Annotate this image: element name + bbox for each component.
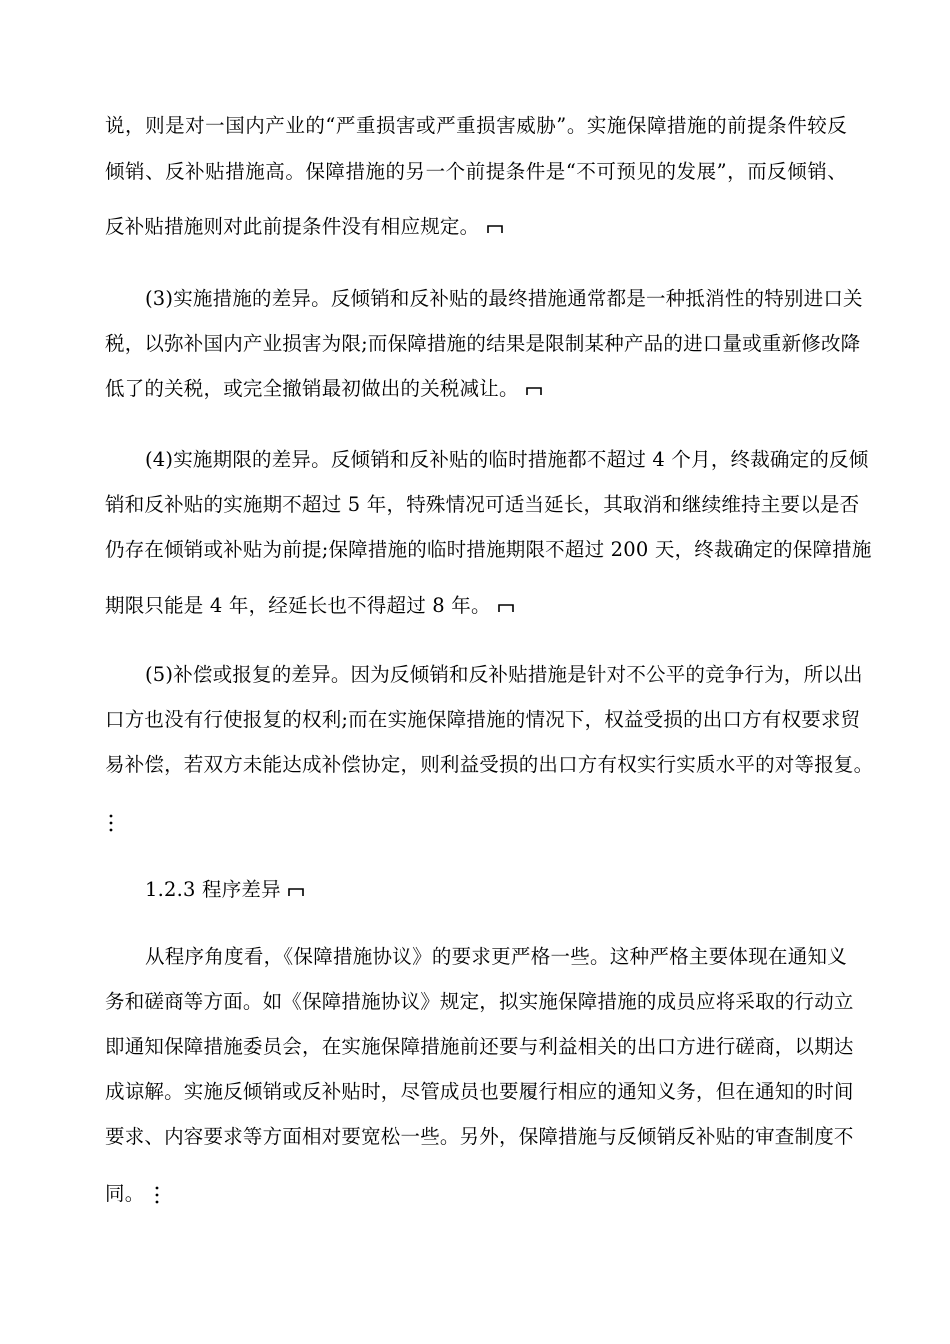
text-line: 即通知保障措施委员会，在实施保障措施前还要与利益相关的出口方进行磋商，以期达 [105,1035,854,1058]
text-line-content: 期限只能是 4 年，经延长也不得超过 8 年。 [105,594,491,617]
text-line [105,213,850,241]
text-line: (5)补偿或报复的差异。因为反倾销和反补贴措施是针对不公平的竞争行为，所以出 [145,663,863,686]
text-line: 口方也没有行使报复的权利;而在实施保障措施的情况下，权益受损的出口方有权要求贸 [105,708,861,731]
text-line: 易补偿，若双方未能达成补偿协定，则利益受损的出口方有权实行实质水平的对等报复。 [105,753,874,776]
text-line [105,1180,850,1208]
text-line [105,808,850,836]
paragraph-mark-icon [287,884,305,898]
text-line: (4)实施期限的差异。反倾销和反补贴的临时措施都不超过 4 个月，终裁确定的反倾 [145,448,869,471]
paragraph-mark-icon [486,221,504,235]
text-line: 要求、内容要求等方面相对要宽松一些。另外，保障措施与反倾销反补贴的审查制度不 [105,1125,854,1148]
text-line: 税，以弥补国内产业损害为限;而保障措施的结果是限制某种产品的进口量或重新修改降 [105,332,861,355]
text-line [105,592,850,620]
section-heading-text: 1.2.3 程序差异 [145,878,281,901]
section-heading [145,876,890,904]
text-line: 说，则是对一国内产业的“严重损害或严重损害威胁”。实施保障措施的前提条件较反 [105,114,847,137]
text-line-content: 同。 [105,1182,145,1205]
text-line: 销和反补贴的实施期不超过 5 年，特殊情况可适当延长，其取消和继续维持主要以是否 [105,493,860,516]
vertical-ellipsis-icon [105,812,117,834]
text-line: 成谅解。实施反倾销或反补贴时，尽管成员也要履行相应的通知义务，但在通知的时间 [105,1080,854,1103]
text-line-content: 低了的关税，或完全撤销最初做出的关税减让。 [105,377,519,400]
paragraph-mark-icon [497,600,515,614]
text-line-content: 反补贴措施则对此前提条件没有相应规定。 [105,215,480,238]
text-line [105,375,850,403]
text-line: (3)实施措施的差异。反倾销和反补贴的最终措施通常都是一种抵消性的特别进口关 [145,287,863,310]
text-line: 从程序角度看，《保障措施协议》的要求更严格一些。这种严格主要体现在通知义 [145,945,847,968]
text-line: 务和磋商等方面。如《保障措施协议》规定，拟实施保障措施的成员应将采取的行动立 [105,990,854,1013]
text-line: 仍存在倾销或补贴为前提;保障措施的临时措施期限不超过 200 天，终裁确定的保障措施 [105,538,872,561]
vertical-ellipsis-icon [151,1184,163,1206]
text-line: 倾销、反补贴措施高。保障措施的另一个前提条件是“不可预见的发展”，而反倾销、 [105,160,847,183]
paragraph-mark-icon [525,383,543,397]
